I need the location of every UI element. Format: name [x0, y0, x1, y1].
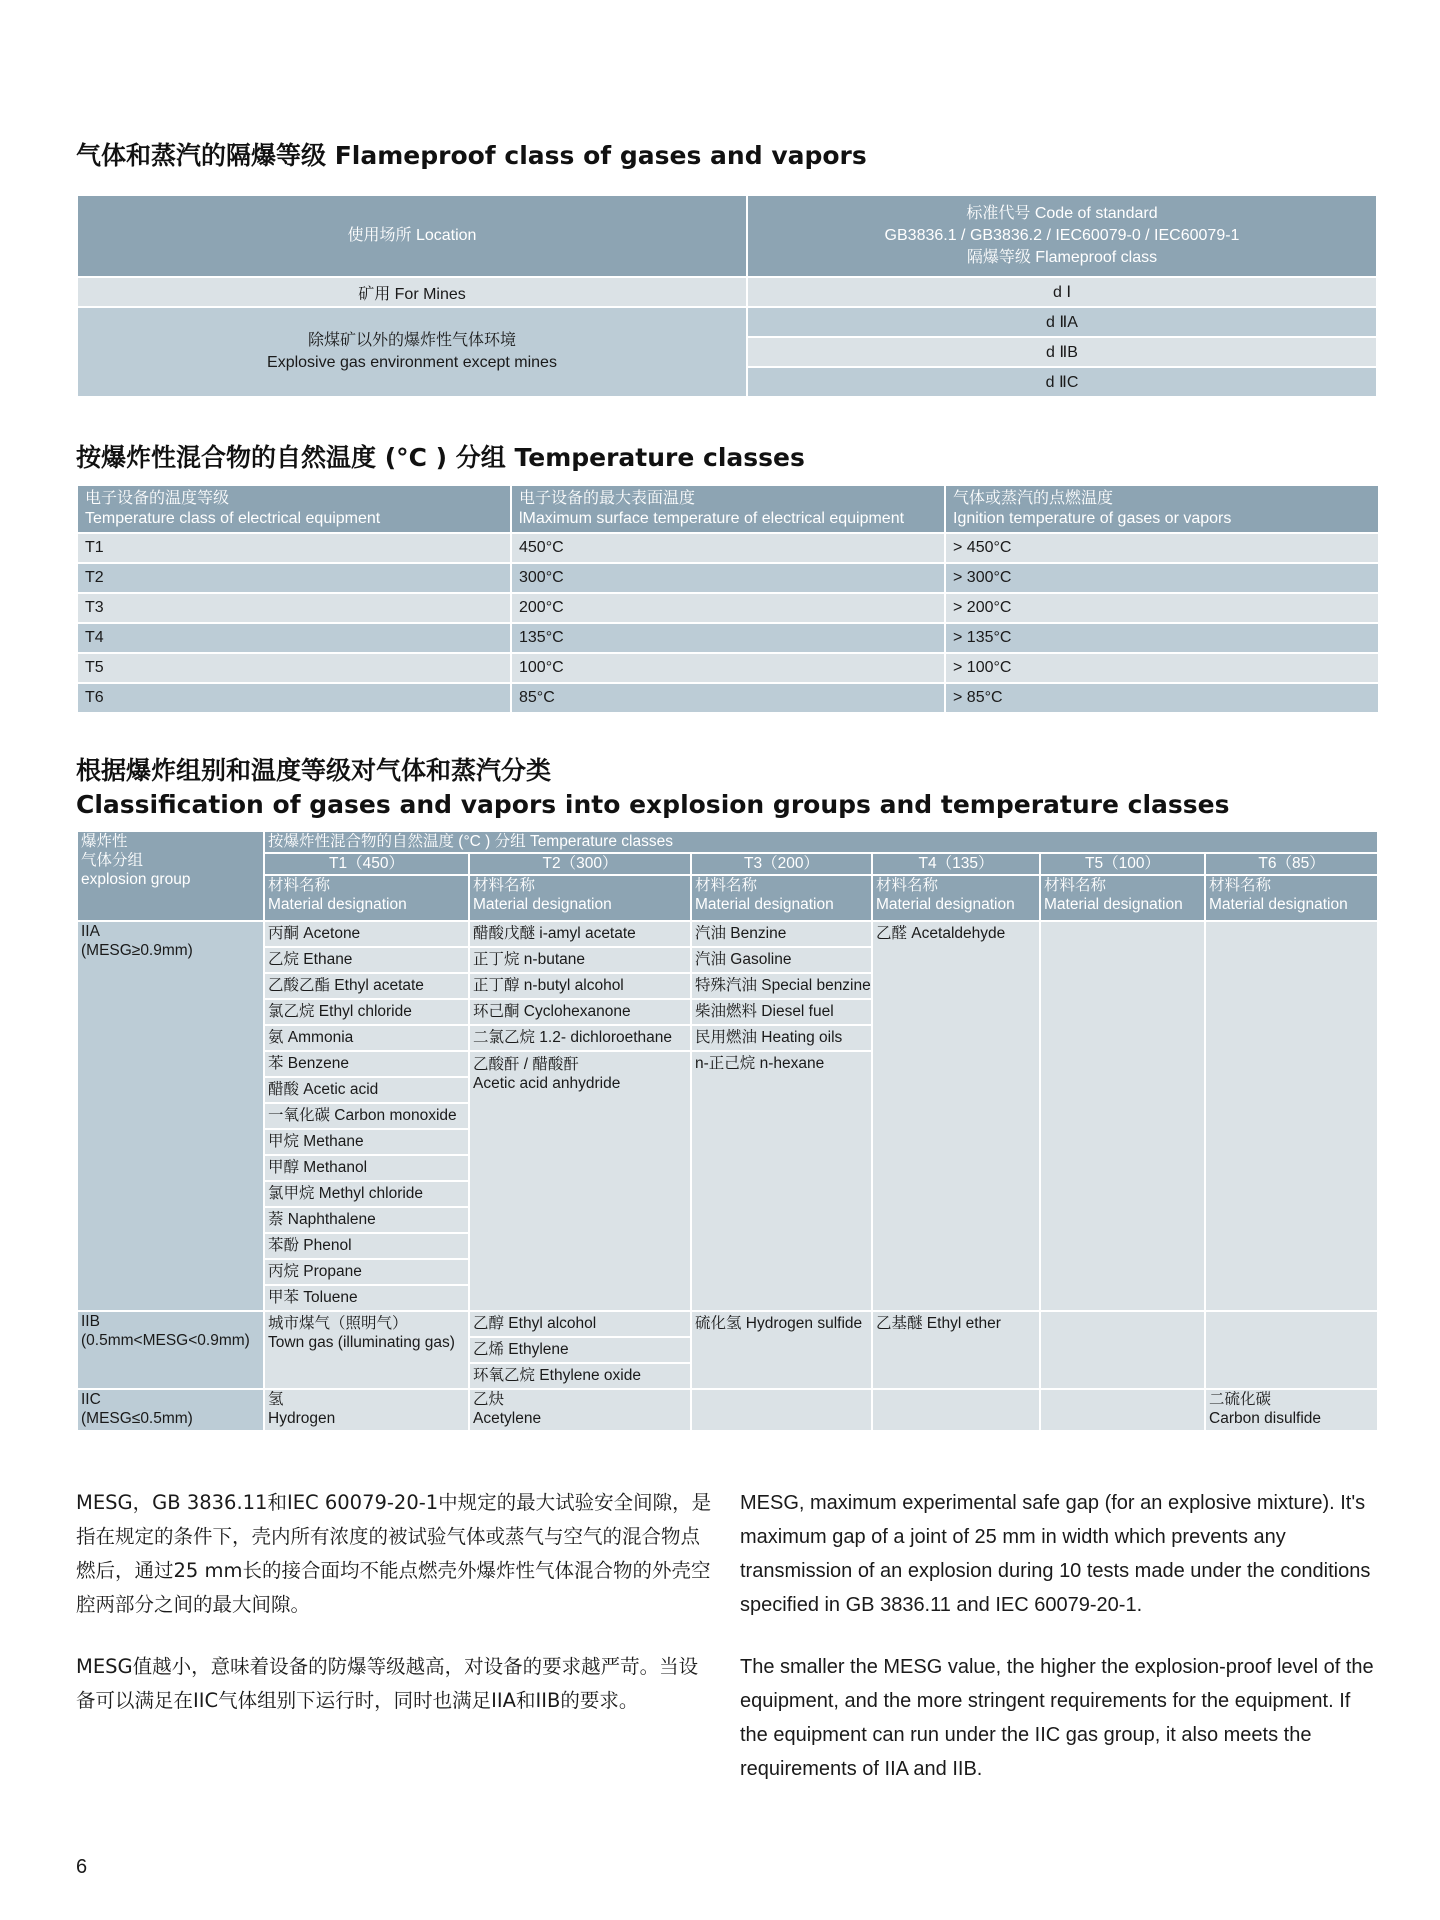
class-iic: d ⅡC: [747, 367, 1377, 397]
material-en: Town gas (illuminating gas): [268, 1334, 455, 1351]
material-item: [691, 1051, 872, 1311]
material-item: 甲烷 Methane: [264, 1129, 469, 1155]
material-item: 苯酚 Phenol: [264, 1233, 469, 1259]
material-text: 硫化氢 Hydrogen sulfide: [695, 1315, 863, 1332]
mines-class: d Ⅰ: [747, 277, 1377, 307]
max-temp: 85°C: [511, 683, 945, 713]
mat-en: Material designation: [1044, 896, 1183, 913]
max-temp: 300°C: [511, 563, 945, 593]
col-t3: T3（200）: [691, 853, 872, 875]
material-item: 特殊汽油 Special benzine: [691, 973, 872, 999]
flameproof-class-title: 气体和蒸汽的隔爆等级 Flameproof class of gases and vapors: [76, 141, 867, 170]
group-iib: [77, 1311, 264, 1389]
classification-table: [76, 830, 1379, 1432]
standard-header-line1: 标准代号 Code of standard: [966, 205, 1158, 222]
mat-cn: 材料名称: [1209, 877, 1272, 894]
material-item: 醋酸戊醚 i-amyl acetate: [469, 921, 691, 947]
temperature-classes-table: [76, 484, 1380, 714]
material-item: 乙酸乙酯 Ethyl acetate: [264, 973, 469, 999]
max-temp: 450°C: [511, 533, 945, 563]
temp-class: T5: [77, 653, 511, 683]
group-iic: [77, 1389, 264, 1431]
empty-cell: [1205, 1311, 1378, 1389]
material-item: [264, 1311, 469, 1389]
material-item: 乙烷 Ethane: [264, 947, 469, 973]
classification-title-cn: 根据爆炸组别和温度等级对气体和蒸汽分类: [76, 756, 552, 785]
mat-cn: 材料名称: [268, 877, 331, 894]
ignition-temp: > 450°C: [945, 533, 1379, 563]
max-temp: 135°C: [511, 623, 945, 653]
material-item: [872, 921, 1040, 1311]
material-en: Acetic acid anhydride: [473, 1075, 621, 1092]
page-number: 6: [76, 1856, 88, 1878]
temperature-classes-title: 按爆炸性混合物的自然温度 (°C ) 分组 Temperature classes: [76, 443, 805, 472]
temp-class: T1: [77, 533, 511, 563]
empty-cell: [872, 1389, 1040, 1431]
empty-cell: [1040, 1389, 1205, 1431]
ignition-temp-header: [945, 485, 1379, 533]
mat-en: Material designation: [473, 896, 612, 913]
ignition-temp: > 100°C: [945, 653, 1379, 683]
mat-cn: 材料名称: [876, 877, 939, 894]
group-sub: (0.5mm<MESG<0.9mm): [81, 1332, 250, 1349]
material-item: [469, 1051, 691, 1311]
note-en-2: The smaller the MESG value, the higher the explosion-proof level of the equipment, and the more stringent requirements for the equipment. If the equipment can run under the IIC gas group, it also meets the requirements of IIA and IIB.: [740, 1656, 1374, 1780]
col-t6: T6（85）: [1205, 853, 1378, 875]
standard-header-line3: 隔爆等级 Flameproof class: [966, 249, 1158, 266]
header-en: Ignition temperature of gases or vapors: [953, 510, 1232, 527]
max-temp: 100°C: [511, 653, 945, 683]
except-mines-cn: 除煤矿以外的爆炸性气体环境: [307, 332, 516, 349]
material-cn: 氢: [268, 1391, 284, 1408]
material-item: 丙酮 Acetone: [264, 921, 469, 947]
material-item: 正丁烷 n-butane: [469, 947, 691, 973]
group-sub: (MESG≥0.9mm): [81, 942, 193, 959]
explosion-group-header: [77, 831, 264, 921]
material-text: n-正己烷 n-hexane: [695, 1055, 825, 1072]
material-en: Carbon disulfide: [1209, 1410, 1322, 1427]
group-header-cn1: 爆炸性: [81, 833, 128, 850]
material-item: 苯 Benzene: [264, 1051, 469, 1077]
material-item: [1205, 1389, 1378, 1431]
material-item: 甲苯 Toluene: [264, 1285, 469, 1311]
material-item: 醋酸 Acetic acid: [264, 1077, 469, 1103]
material-item: 萘 Naphthalene: [264, 1207, 469, 1233]
temp-class: T4: [77, 623, 511, 653]
material-item: 二氯乙烷 1.2- dichloroethane: [469, 1025, 691, 1051]
material-item: 柴油燃料 Diesel fuel: [691, 999, 872, 1025]
note-cn-1: MESG，GB 3836.11和IEC 60079-20-1中规定的最大试验安全间隙，是指在规定的条件下，壳内所有浓度的被试验气体或蒸气与空气的混合物点燃后，通过25 mm长的接合面均不能点燃壳外爆炸性气体混合物的外壳空腔两部分之间的最大间隙。: [76, 1491, 712, 1616]
material-item: 丙烷 Propane: [264, 1259, 469, 1285]
material-item: 正丁醇 n-butyl alcohol: [469, 973, 691, 999]
empty-cell: [1205, 921, 1378, 1311]
group-sub: (MESG≤0.5mm): [81, 1410, 193, 1427]
material-text: 乙醛 Acetaldehyde: [876, 925, 1006, 942]
empty-cell: [1040, 921, 1205, 1311]
material-en: Acetylene: [473, 1410, 542, 1427]
class-iib: d ⅡB: [747, 337, 1377, 367]
max-surface-temp-header: [511, 485, 945, 533]
empty-cell: [1040, 1311, 1205, 1389]
ignition-temp: > 85°C: [945, 683, 1379, 713]
col-t4: T4（135）: [872, 853, 1040, 875]
material-item: [264, 1389, 469, 1431]
header-cn: 气体或蒸汽的点燃温度: [953, 490, 1114, 507]
except-mines-location: [77, 307, 747, 397]
temp-class: T6: [77, 683, 511, 713]
ignition-temp: > 300°C: [945, 563, 1379, 593]
standard-header-line2: GB3836.1 / GB3836.2 / IEC60079-0 / IEC60079-1: [884, 227, 1240, 244]
location-header: 使用场所 Location: [77, 195, 747, 277]
material-item: 汽油 Gasoline: [691, 947, 872, 973]
material-header: [691, 875, 872, 921]
note-cn-2: MESG值越小，意味着设备的防爆等级越高，对设备的要求越严苛。当设备可以满足在IIC气体组别下运行时，同时也满足IIA和IIB的要求。: [76, 1655, 699, 1712]
material-header: [469, 875, 691, 921]
material-item: 环己酮 Cyclohexanone: [469, 999, 691, 1025]
header-en: Temperature class of electrical equipment: [85, 510, 381, 527]
group-label: IIA: [81, 923, 100, 940]
flameproof-class-table: [76, 194, 1378, 398]
material-item: 一氧化碳 Carbon monoxide: [264, 1103, 469, 1129]
material-cn: 城市煤气（照明气）: [268, 1315, 408, 1332]
material-item: 乙烯 Ethylene: [469, 1337, 691, 1363]
header-cn: 电子设备的最大表面温度: [519, 490, 696, 507]
classification-title: [76, 754, 1229, 822]
material-cn: 乙酸酐 / 醋酸酐: [473, 1056, 579, 1073]
temp-class-header: [77, 485, 511, 533]
header-en: lMaximum surface temperature of electrical equipment: [519, 510, 905, 527]
material-item: [872, 1311, 1040, 1389]
material-item: 甲醇 Methanol: [264, 1155, 469, 1181]
material-cn: 二硫化碳: [1209, 1391, 1272, 1408]
temp-class: T3: [77, 593, 511, 623]
mat-en: Material designation: [695, 896, 834, 913]
group-header-en: explosion group: [81, 871, 191, 888]
ignition-temp: > 200°C: [945, 593, 1379, 623]
material-item: 氯甲烷 Methyl chloride: [264, 1181, 469, 1207]
material-en: Hydrogen: [268, 1410, 336, 1427]
mines-location: 矿用 For Mines: [77, 277, 747, 307]
mat-cn: 材料名称: [695, 877, 758, 894]
material-text: 乙基醚 Ethyl ether: [876, 1315, 1001, 1332]
max-temp: 200°C: [511, 593, 945, 623]
material-item: 民用燃油 Heating oils: [691, 1025, 872, 1051]
material-header: [872, 875, 1040, 921]
header-cn: 电子设备的温度等级: [85, 490, 230, 507]
col-t2: T2（300）: [469, 853, 691, 875]
col-t5: T5（100）: [1040, 853, 1205, 875]
material-item: 汽油 Benzine: [691, 921, 872, 947]
classification-title-en: Classification of gases and vapors into explosion groups and temperature classes: [76, 790, 1230, 819]
material-item: 氨 Ammonia: [264, 1025, 469, 1051]
class-iia: d ⅡA: [747, 307, 1377, 337]
material-item: 乙醇 Ethyl alcohol: [469, 1311, 691, 1337]
group-header-cn2: 气体分组: [81, 852, 144, 869]
material-cn: 乙炔: [473, 1391, 505, 1408]
temp-class: T2: [77, 563, 511, 593]
material-header: [1205, 875, 1378, 921]
mat-cn: 材料名称: [1044, 877, 1107, 894]
material-item: 环氧乙烷 Ethylene oxide: [469, 1363, 691, 1389]
material-item: [691, 1311, 872, 1389]
except-mines-en: Explosive gas environment except mines: [267, 354, 557, 371]
mat-cn: 材料名称: [473, 877, 536, 894]
ignition-temp: > 135°C: [945, 623, 1379, 653]
standard-header: [747, 195, 1377, 277]
material-header: [1040, 875, 1205, 921]
mat-en: Material designation: [876, 896, 1015, 913]
material-header: [264, 875, 469, 921]
mat-en: Material designation: [1209, 896, 1348, 913]
group-label: IIC: [81, 1391, 101, 1408]
material-item: 氯乙烷 Ethyl chloride: [264, 999, 469, 1025]
note-en-1: MESG, maximum experimental safe gap (for an explosive mixture). It's maximum gap of a joint of 25 mm in width which prevents any transmission of an explosion during 10 tests made under the conditions specified in GB 3836.11 and IEC 60079-20-1.: [740, 1492, 1371, 1616]
empty-cell: [691, 1389, 872, 1431]
mat-en: Material designation: [268, 896, 407, 913]
group-label: IIB: [81, 1313, 100, 1330]
material-item: [469, 1389, 691, 1431]
group-iia: [77, 921, 264, 1311]
temperature-classes-header: 按爆炸性混合物的自然温度 (°C ) 分组 Temperature classes: [264, 831, 1378, 853]
col-t1: T1（450）: [264, 853, 469, 875]
